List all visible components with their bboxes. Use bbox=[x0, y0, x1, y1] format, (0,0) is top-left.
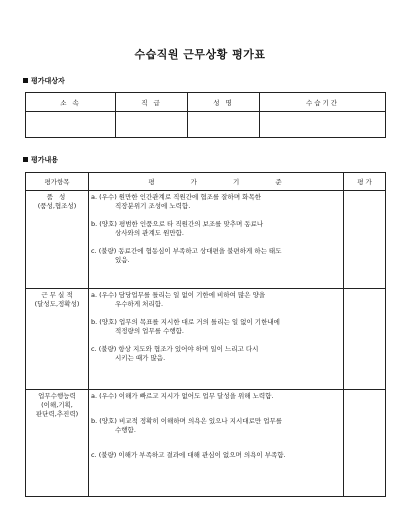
rank-cell[interactable] bbox=[116, 112, 188, 138]
period-cell[interactable] bbox=[260, 112, 386, 138]
criteria-item: b. (양호) 업무의 목표를 지시한 대로 거의 틀리는 일 없이 기한내에 적정량의 업무를 수행함. bbox=[91, 318, 280, 336]
score-ability[interactable] bbox=[344, 390, 386, 497]
header-period: 수습기간 bbox=[260, 93, 386, 112]
header-department: 소 속 bbox=[26, 93, 116, 112]
category-personality bbox=[26, 191, 89, 289]
criteria-personality bbox=[89, 191, 344, 289]
category-title: 근 무 실 적 bbox=[41, 291, 73, 299]
header-eval-item: 평가항목 bbox=[26, 173, 89, 191]
criteria-item: a. (우수) 담당업무를 틀리는 일 없이 기한에 비하여 많은 양을 우수하게 처리함. bbox=[91, 291, 266, 309]
criteria-item: a. (우수) 이해가 빠르고 지시가 없어도 업무 달성을 위해 노력함. bbox=[91, 392, 274, 400]
criteria-item: a. (우수) 원만한 인간관계로 직원간에 협조를 잘하며 화목한 직장분위기 조성에 노력함. bbox=[91, 193, 262, 211]
score-personality[interactable] bbox=[344, 191, 386, 289]
header-rank: 직 급 bbox=[116, 93, 188, 112]
square-bullet-icon bbox=[23, 157, 28, 162]
header-eval-criteria: 평 가 기 준 bbox=[89, 173, 344, 191]
department-cell[interactable] bbox=[26, 112, 116, 138]
section-target-label: 평가대상자 bbox=[31, 77, 65, 85]
category-performance bbox=[26, 289, 89, 390]
category-subtitle: (품성,협조성) bbox=[37, 201, 77, 210]
target-table bbox=[25, 92, 386, 138]
score-performance[interactable] bbox=[344, 289, 386, 390]
page-title: 수습직원 근무상황 평가표 bbox=[134, 48, 266, 61]
criteria-item: c. (불량) 항상 지도와 협조가 있어야 하며 일이 느리고 다시 시키는 때가 많음. bbox=[91, 345, 259, 363]
criteria-item: c. (불량) 동료간에 협동심이 부족하고 상대편을 불편하게 하는 태도 있음. bbox=[91, 247, 282, 265]
category-title: 업무수행능력 bbox=[38, 392, 76, 400]
section-eval-label: 평가내용 bbox=[31, 156, 59, 164]
header-name: 성 명 bbox=[188, 93, 260, 112]
section-target-heading bbox=[23, 76, 65, 86]
name-cell[interactable] bbox=[188, 112, 260, 138]
criteria-ability bbox=[89, 390, 344, 497]
criteria-item: b. (양호) 평범한 인품으로 타 직원간의 보조를 맞추며 동료나 상사와의 관계도 원만함. bbox=[91, 220, 264, 238]
category-subtitle: 판단력,추진력) bbox=[35, 409, 79, 418]
category-title: 품 성 bbox=[46, 193, 68, 201]
category-ability bbox=[26, 390, 89, 497]
category-subtitle: (달성도,정확성) bbox=[34, 299, 80, 308]
eval-table bbox=[25, 172, 386, 497]
section-eval-heading bbox=[23, 155, 58, 165]
criteria-performance bbox=[89, 289, 344, 390]
category-subtitle: (이해,기획, bbox=[41, 400, 73, 409]
criteria-item: c. (불량) 이해가 부족하고 결과에 대해 관심이 없으며 의욕이 부족함. bbox=[91, 451, 286, 460]
criteria-item: b. (양호) 비교적 정확히 이해하며 의욕은 있으나 지시대로만 업무를 수행함. bbox=[91, 417, 283, 435]
square-bullet-icon bbox=[23, 78, 28, 83]
header-eval-score: 평 가 bbox=[344, 173, 386, 191]
